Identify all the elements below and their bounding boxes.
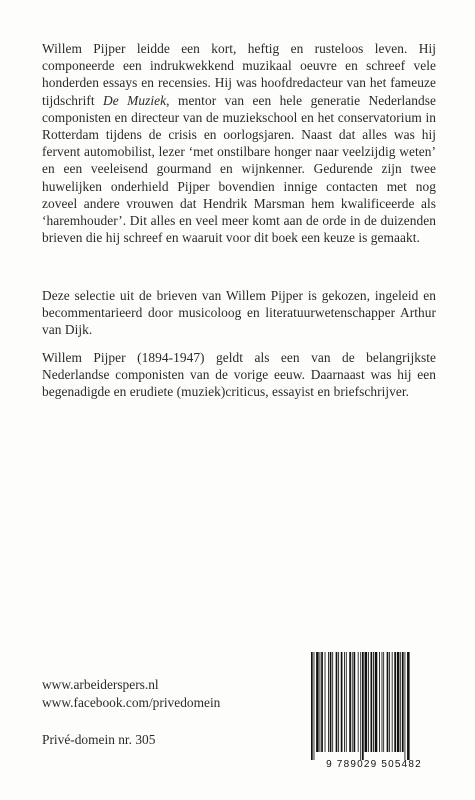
barcode-bar [332,652,333,752]
barcode-bars-graphic [311,652,437,760]
facebook-link[interactable]: www.facebook.com/privedomein [42,694,221,710]
barcode-bar [320,652,321,752]
barcode-bar [400,652,401,752]
barcode-bar [338,652,339,752]
barcode-bar [392,652,393,752]
barcode-bar [394,652,396,752]
barcode-bar [336,652,338,752]
barcode-bar [352,652,353,752]
barcode-bar [383,652,384,752]
barcode-bar [375,652,378,752]
barcode-bar [314,652,315,760]
barcode-bar [371,652,373,752]
barcode-bar [316,652,319,752]
barcode-bar [330,652,332,752]
barcode-bar [389,652,390,752]
paragraph-3-text: Willem Pijper (1894-1947) geldt als een van de belangrijkste Nederlandse componisten van de vorige eeuw. Daarnaast was hij een begenadigde en erudiete (muziek)criticus, essayist en briefschrijver. [42,350,436,400]
barcode-bar [362,652,364,760]
barcode-bar [360,652,361,760]
website-link[interactable]: www.arbeiderspers.nl [42,677,159,692]
barcode-bar [328,652,329,752]
barcode-bar [346,652,347,752]
barcode-bar [373,652,374,752]
barcode-bar [358,652,359,752]
barcode-bar [405,652,406,760]
barcode-bar [354,652,356,752]
description-paragraph-1 [42,40,436,246]
paragraph-1-text-start: Willem Pijper leidde een kort, heftig en rusteloos leven. Hij componeerde een indrukwekkend muzikaal oeuvre en schreef vele honderden essays en recensies. Hij was hoofdredacteur van het fameuze tijdschrift [42,41,436,108]
barcode-bar [344,652,345,752]
barcode-bar [382,652,383,752]
barcode-bar [379,652,380,752]
barcode-bar [368,652,369,752]
series-label: Privé-domein nr. 305 [42,732,156,747]
barcode-digits: 9 789029 505482 [326,759,422,770]
barcode-bar [349,652,351,752]
barcode-bar [407,652,410,760]
paragraph-2-text: Deze selectie uit de brieven van Willem Pijper is gekozen, ingeleid en becommentarieerd door musicoloog en literatuurwetenschapper Arthur van Dijk. [42,288,436,338]
barcode-bar [341,652,343,752]
barcode-bar [321,652,323,752]
barcode-bar [387,652,389,752]
barcode-bar [365,652,368,752]
barcode-bar [311,652,313,760]
paragraph-1-text-end: , mentor van een hele generatie Nederlandse componisten en directeur van de muziekschool en het conservatorium in Rotterdam tijdens de crisis en oorlogsjaren. Naast dat alles was hij fervent automobilist, lezer ‘met onstilbare honger naar veelzijdig weten’ en een veeleisend gourmand en wijnkenner. Gedurende zijn twee huwelijken onderhield Pijper bovendien innige contacten met nog zoveel andere vrouwen dat Hendrik Marsman hem kwalificeerde als ‘haremhouder’. Dit alles en veel meer komt aan de orde in de duizenden brieven die hij schreef en waaruit voor dit boek een keuze is gemaakt. [42,92,437,246]
isbn-barcode [311,652,437,774]
publisher-links [42,676,220,711]
description-paragraph-2 [42,287,436,339]
barcode-bar [325,652,326,752]
barcode-bar [402,652,404,752]
description-paragraph-3 [42,349,436,401]
barcode-bar [397,652,400,752]
magazine-title: De Muziek [103,92,167,108]
